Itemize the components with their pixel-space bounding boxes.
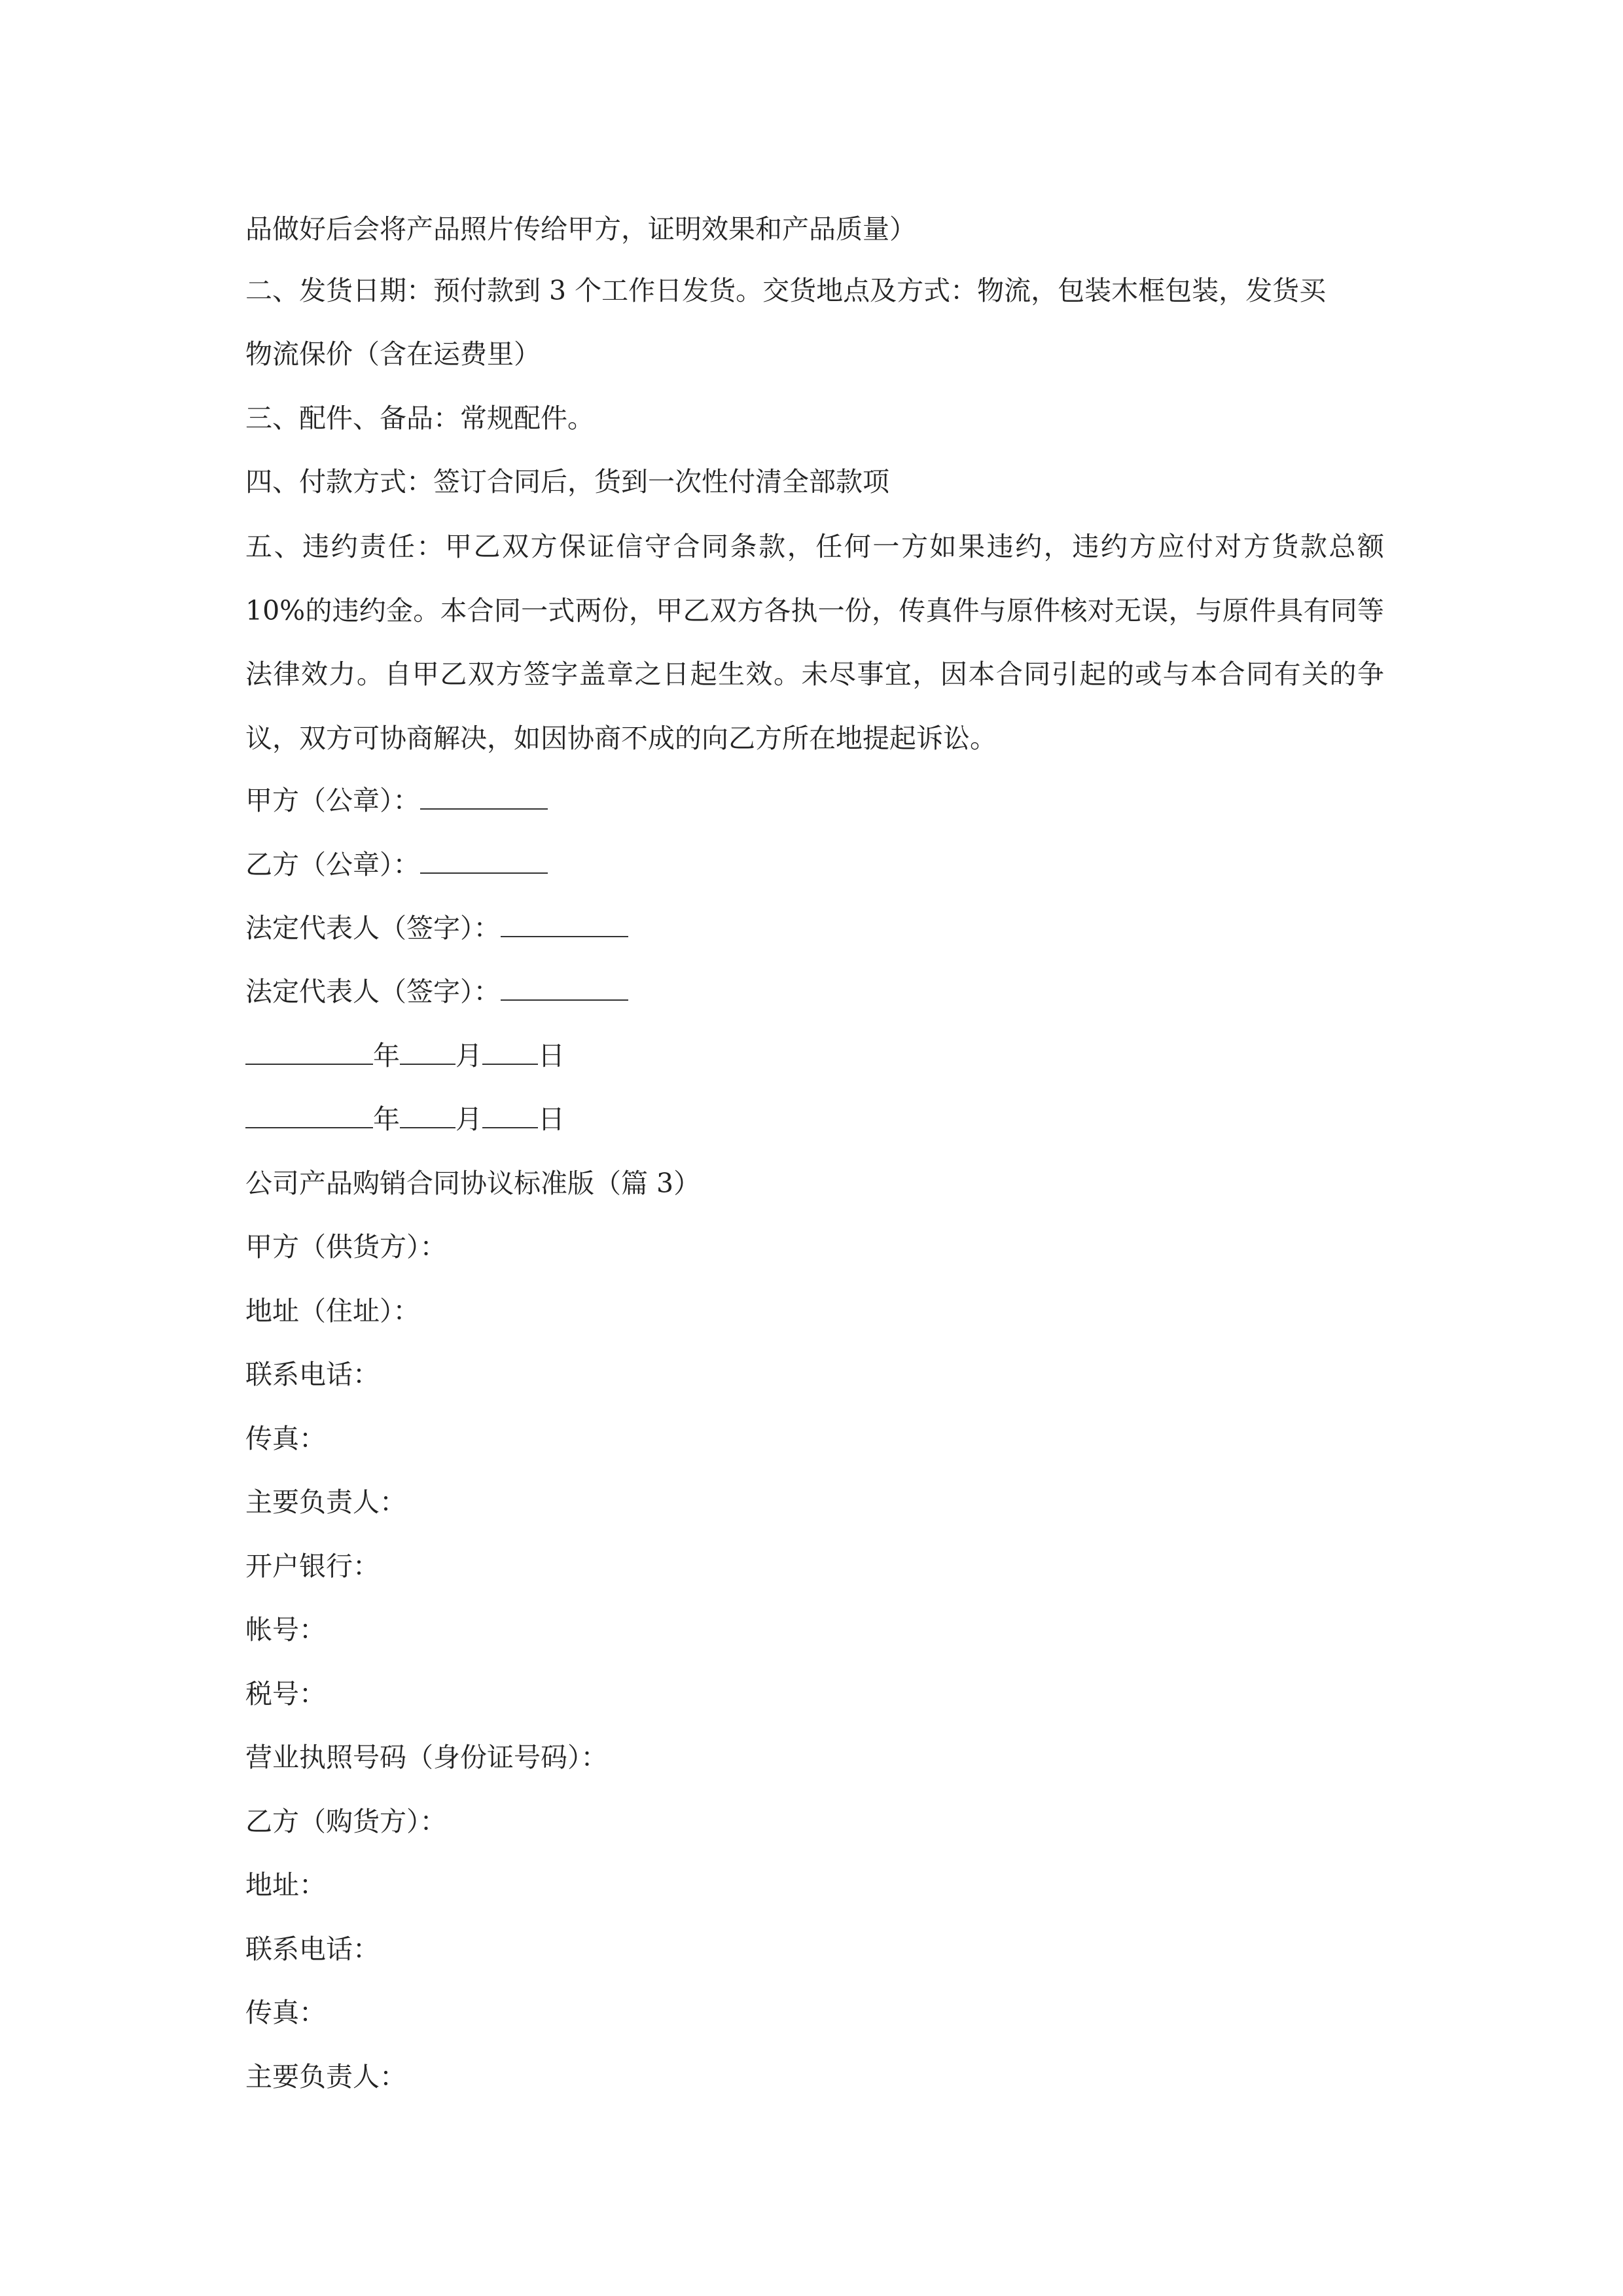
year-label: 年 — [373, 1040, 400, 1071]
party-a-address: 地址（住址）： — [245, 1295, 420, 1327]
clause-breach-liability: 五、违约责任：甲乙双方保证信守合同条款，任何一方如果违约，违约方应付对方货款总额 10%的违约金。本合同一式两份，甲乙双方各执一份，传真件与原件核对无误，与原件具有同等法律效力。自甲乙双方签字盖章之日起生效。未尽事宜，因本合同引起的或与本合同有关的争议，双方可协商解决，如因协商不成的向乙方所在地提起诉讼。 — [245, 531, 1384, 754]
party-a-account: 帐号： — [245, 1614, 326, 1645]
party-a-phone: 联系电话： — [245, 1359, 380, 1390]
party-a-seal-label: 甲方（公章）： — [245, 785, 420, 816]
month-label: 月 — [455, 1103, 482, 1135]
clause-delivery-date: 二、发货日期：预付款到 3 个工作日发货。交货地点及方式：物流，包装木框包装，发货买 — [245, 275, 1327, 306]
party-b-seal-line — [245, 845, 1384, 884]
party-b-buyer: 乙方（购货方）： — [245, 1806, 447, 1837]
party-b-manager: 主要负责人： — [245, 2061, 406, 2092]
date-line-2 — [245, 1100, 1384, 1139]
contract-3-title: 公司产品购销合同协议标准版（篇 3） — [245, 1168, 701, 1199]
legal-rep-line-2 — [245, 972, 1384, 1011]
legal-rep-blank-2 — [501, 975, 628, 1001]
month-blank — [400, 1039, 455, 1065]
clause-payment: 四、付款方式：签订合同后，货到一次性付清全部款项 — [245, 466, 889, 497]
day-label: 日 — [538, 1103, 565, 1135]
date-line-1 — [245, 1036, 1384, 1075]
party-b-seal-label: 乙方（公章）： — [245, 849, 420, 880]
party-b-seal-blank — [420, 848, 548, 874]
party-b-phone: 联系电话： — [245, 1933, 380, 1965]
year-blank — [245, 1102, 373, 1128]
year-blank — [245, 1039, 373, 1065]
day-blank — [482, 1039, 538, 1065]
clause-accessories: 三、配件、备品：常规配件。 — [245, 403, 594, 434]
day-blank — [482, 1102, 538, 1128]
line-product-photo: 品做好后会将产品照片传给甲方，证明效果和产品质量） — [245, 213, 916, 245]
legal-rep-label-1: 法定代表人（签字）： — [245, 912, 501, 944]
month-label: 月 — [455, 1040, 482, 1071]
month-blank — [400, 1102, 455, 1128]
party-b-address: 地址： — [245, 1869, 326, 1901]
clause-delivery-insurance: 物流保价（含在运费里） — [245, 338, 541, 370]
party-a-supplier: 甲方（供货方）： — [245, 1231, 447, 1263]
party-a-tax-number: 税号： — [245, 1678, 326, 1710]
party-a-license: 营业执照号码（身份证号码）： — [245, 1742, 608, 1773]
day-label: 日 — [538, 1040, 565, 1071]
legal-rep-line-1 — [245, 908, 1384, 948]
party-a-manager: 主要负责人： — [245, 1486, 406, 1518]
legal-rep-label-2: 法定代表人（签字）： — [245, 976, 501, 1007]
party-a-bank: 开户银行： — [245, 1551, 380, 1582]
year-label: 年 — [373, 1103, 400, 1135]
party-a-fax: 传真： — [245, 1423, 326, 1454]
party-a-seal-line — [245, 781, 1384, 820]
party-a-seal-blank — [420, 783, 548, 810]
party-b-fax: 传真： — [245, 1997, 326, 2028]
legal-rep-blank-1 — [501, 911, 628, 937]
